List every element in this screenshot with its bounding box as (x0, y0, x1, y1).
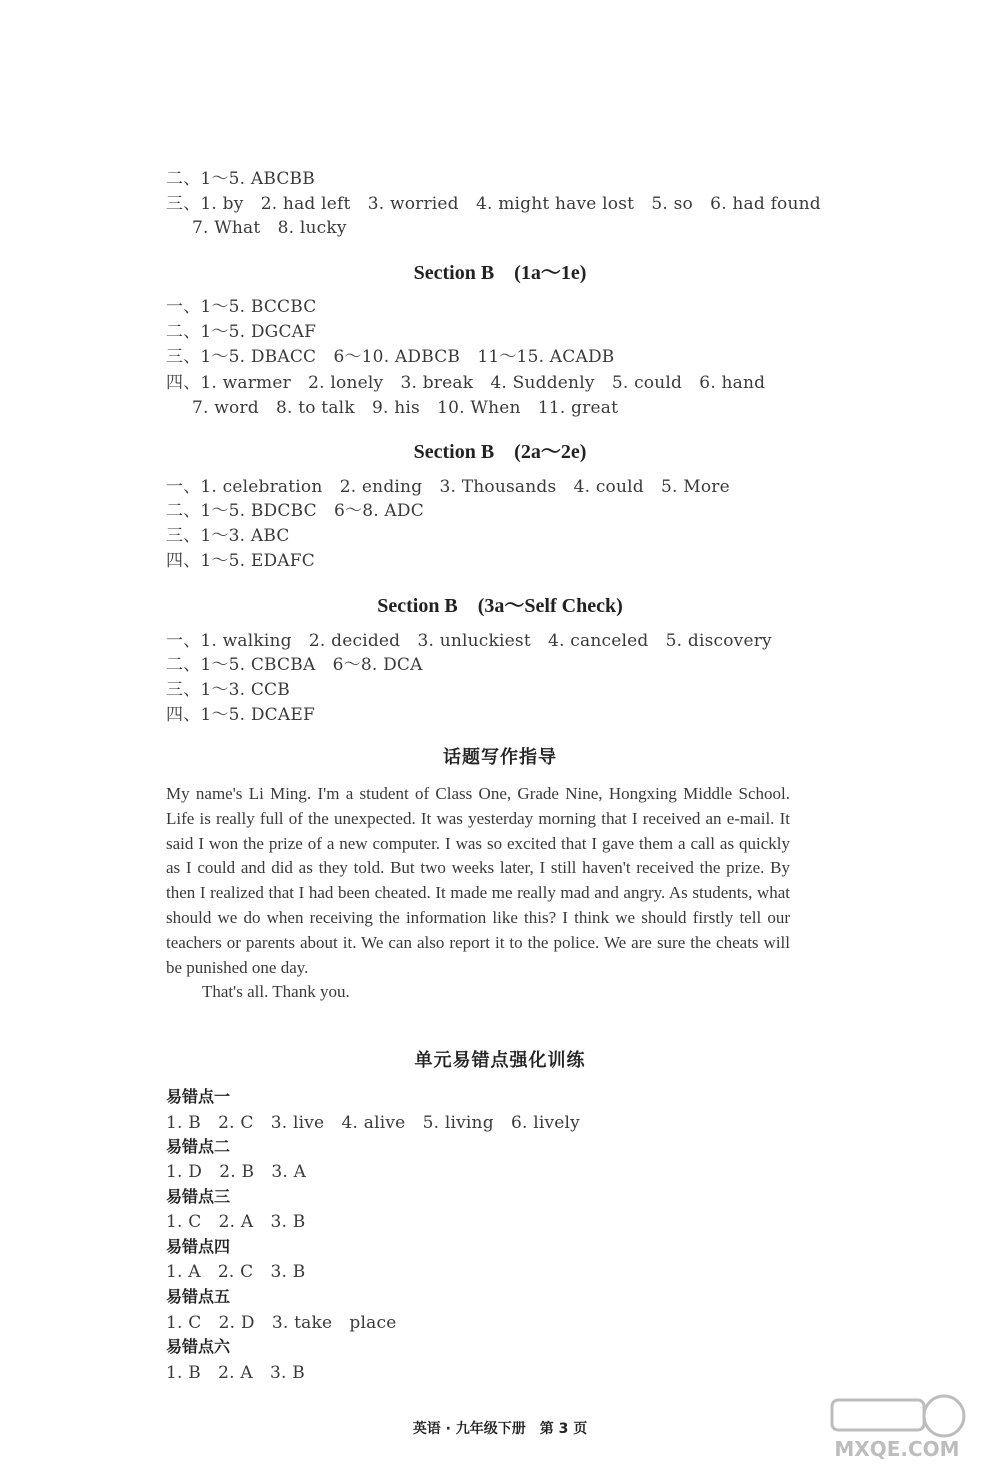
page-footer: 英语 · 九年级下册 第 3 页 (412, 1421, 588, 1437)
error-point-label: 易错点五 (166, 1287, 231, 1306)
writing-closing: That's all. Thank you. (202, 982, 350, 1002)
error-point-answers: 1. A 2. C 3. B (166, 1262, 306, 1282)
error-point-label: 易错点六 (166, 1337, 231, 1356)
answer-line: 7. What 8. lucky (192, 218, 347, 238)
answer-line: 四、1. warmer 2. lonely 3. break 4. Suddenly 5. could 6. hand (166, 373, 766, 393)
answer-line: 三、1～3. ABC (166, 526, 290, 546)
writing-sample (166, 782, 790, 1005)
section-heading: Section B (3a～Self Check) (377, 595, 623, 617)
answer-line: 二、1～5. BDCBC 6～8. ADC (166, 501, 424, 521)
watermark-text: MXQE.COM (834, 1437, 960, 1461)
section-heading: Section B (1a～1e) (413, 262, 587, 284)
answer-line: 四、1～5. DCAEF (166, 705, 315, 725)
answer-line: 7. word 8. to talk 9. his 10. When 11. great (192, 398, 619, 418)
error-point-answers: 1. B 2. C 3. live 4. alive 5. living 6. lively (166, 1113, 580, 1133)
answer-line: 二、1～5. ABCBB (166, 169, 315, 189)
writing-heading: 话题写作指导 (443, 747, 557, 768)
error-point-answers: 1. B 2. A 3. B (166, 1363, 305, 1383)
error-point-answers: 1. D 2. B 3. A (166, 1162, 307, 1182)
answer-line: 三、1. by 2. had left 3. worried 4. might have lost 5. so 6. had found (166, 194, 821, 214)
answer-line: 一、1～5. BCCBC (166, 297, 317, 317)
answer-line: 一、1. celebration 2. ending 3. Thousands 4. could 5. More (166, 477, 730, 497)
answer-line: 三、1～3. CCB (166, 680, 290, 700)
error-point-answers: 1. C 2. A 3. B (166, 1212, 306, 1232)
error-point-label: 易错点四 (166, 1237, 231, 1256)
answer-line: 二、1～5. CBCBA 6～8. DCA (166, 655, 423, 675)
section-heading: Section B (2a～2e) (413, 441, 587, 463)
watermark-logo-icon (812, 1392, 982, 1462)
error-point-label: 易错点三 (166, 1187, 231, 1206)
answer-line: 二、1～5. DGCAF (166, 322, 317, 342)
error-point-label: 易错点二 (166, 1137, 231, 1156)
error-point-label: 易错点一 (166, 1087, 231, 1106)
answer-line: 三、1～5. DBACC 6～10. ADBCB 11～15. ACADB (166, 347, 615, 367)
answer-line: 四、1～5. EDAFC (166, 551, 315, 571)
error-point-answers: 1. C 2. D 3. take place (166, 1313, 397, 1333)
writing-paragraph: My name's Li Ming. I'm a student of Class One, Grade Nine, Hongxing Middle School. Life is really full of the unexpected. It was yesterday morning that I received an e-mail. It said I won the prize of a new computer. I was so excited that I gave them a call as quickly as I could and did as they told. But two weeks later, I still haven't received the prize. By then I realized that I had been cheated. It made me really mad and angry. As students, what should we do when receiving the information like this? I think we should firstly tell our teachers or parents about it. We can also report it to the police. We are sure the cheats will be punished one day. (166, 784, 790, 977)
answer-line: 一、1. walking 2. decided 3. unluckiest 4. canceled 5. discovery (166, 631, 772, 651)
errors-heading: 单元易错点强化训练 (414, 1050, 586, 1071)
